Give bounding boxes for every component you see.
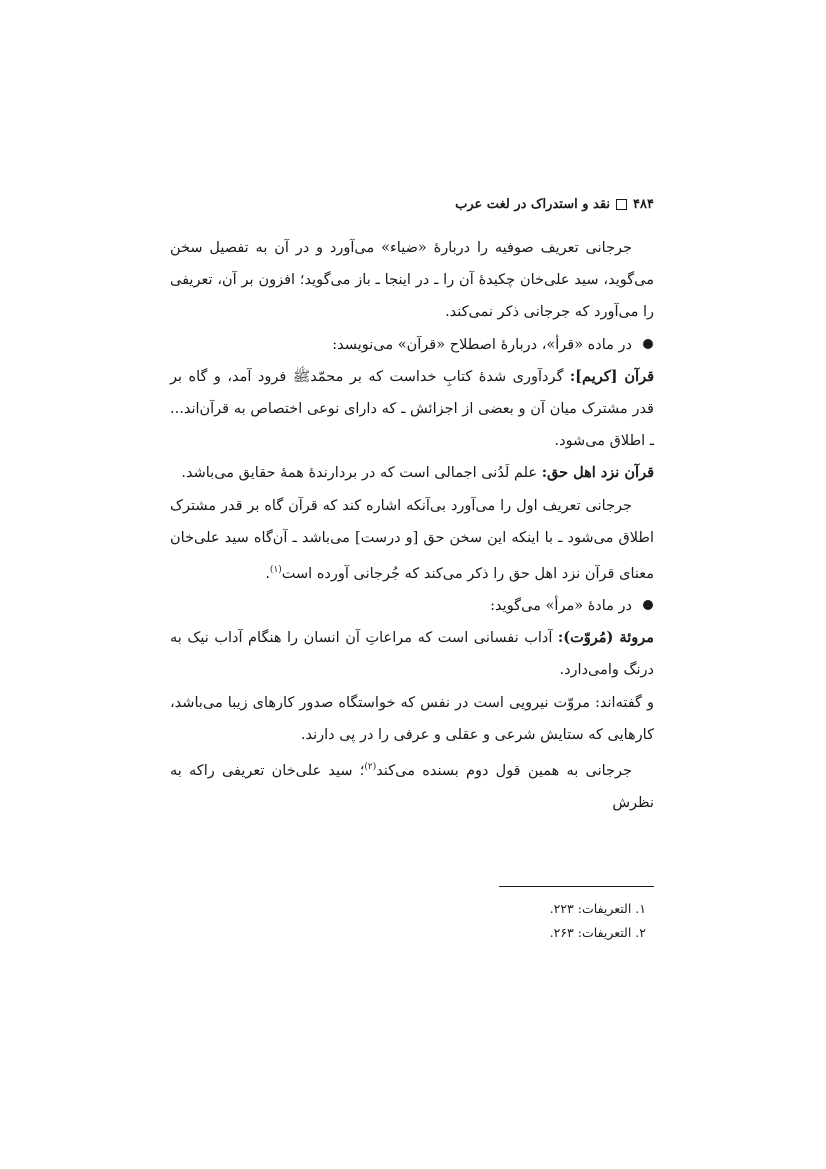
paragraph-text: ؛ سید علی‌خان تعریفی راکه به نظرش (170, 762, 654, 812)
footnote: ۱. التعریفات: ۲۲۳. (549, 901, 646, 916)
quoted-definition (170, 361, 654, 458)
footnote: ۲. التعریفات: ۲۶۳. (549, 925, 646, 940)
page-number: ۴۸۴ (633, 197, 654, 212)
definition-text: آداب نفسانی است که مراعاتِ آن انسان را هنگام آداب نیک به درنگ وامی‌دارد. (170, 630, 654, 679)
quoted-definition (170, 457, 654, 489)
paragraph (170, 490, 654, 590)
bullet-text: در ماده «قرأ»، دربارهٔ اصطلاح «قرآن» می‌نویسد: (332, 336, 632, 353)
bullet-icon (643, 339, 653, 349)
paragraph-text: جرجانی تعریف اول را می‌آورد بی‌آنکه اشاره کند که قرآن گاه بر قدر مشترک اطلاق می‌شود ـ با اینکه این سخن حق [و درست] می‌باشد ـ آن‌گاه سید علی‌خان معنای قرآن نزد اهل حق را ذکر می‌کند که جُرجانی آورده است (170, 497, 654, 582)
quoted-definition (170, 622, 654, 686)
defined-term: مروئة (مُروّت): (557, 629, 654, 647)
defined-term: قرآن [کریم]: (569, 367, 655, 385)
bullet-item (170, 590, 654, 622)
footnote-divider (499, 886, 654, 887)
paragraph (170, 751, 654, 819)
definition-text: علم لَدُنی اجمالی است که در بردارندهٔ همهٔ حقایق می‌باشد. (181, 465, 542, 482)
bullet-item (170, 329, 654, 361)
paragraph: جرجانی تعریف صوفیه را دربارهٔ «ضیاء» می‌آورد و در آن به تفصیل سخن می‌گوید، سید علی‌خان چکیدهٔ آن را ـ در اینجا ـ باز می‌گوید؛ افزون بر آن، تعریفی را می‌آورد که جرجانی ذکر نمی‌کند. (170, 240, 654, 321)
book-title: نقد و استدراک در لغت عرب (455, 197, 611, 212)
footnote-ref: (۲) (364, 762, 377, 773)
paragraph-end: . (265, 565, 270, 582)
bullet-text: در مادهٔ «مرأ» می‌گوید: (490, 598, 632, 615)
paragraph-text: جرجانی به همین قول دوم بسنده می‌کند (376, 762, 632, 779)
defined-term: قرآن نزد اهل حق: (541, 464, 654, 482)
footnote-ref: (۱) (269, 565, 282, 576)
quoted-definition (170, 687, 654, 751)
running-header (455, 197, 654, 212)
definition-text: گردآوری شدهٔ کتابِ خداست که بر محمّدﷺ فرود آمد، و گاه بر قدر مشترک میان آن و بعضی از اجزائش ـ که دارای نوعی اختصاص به قرآن‌اند... ـ اطلاق می‌شود. (170, 368, 654, 450)
square-ornament-icon (616, 199, 627, 210)
bullet-icon (643, 600, 653, 610)
footnotes (170, 897, 654, 945)
main-text (170, 232, 654, 819)
definition-text: و گفته‌اند: مروّت نیرویی است در نفس که خواستگاه صدور کارهای زیبا می‌باشد، کارهایی که ستایش شرعی و عقلی و عرفی را در پی دارند. (170, 694, 654, 743)
